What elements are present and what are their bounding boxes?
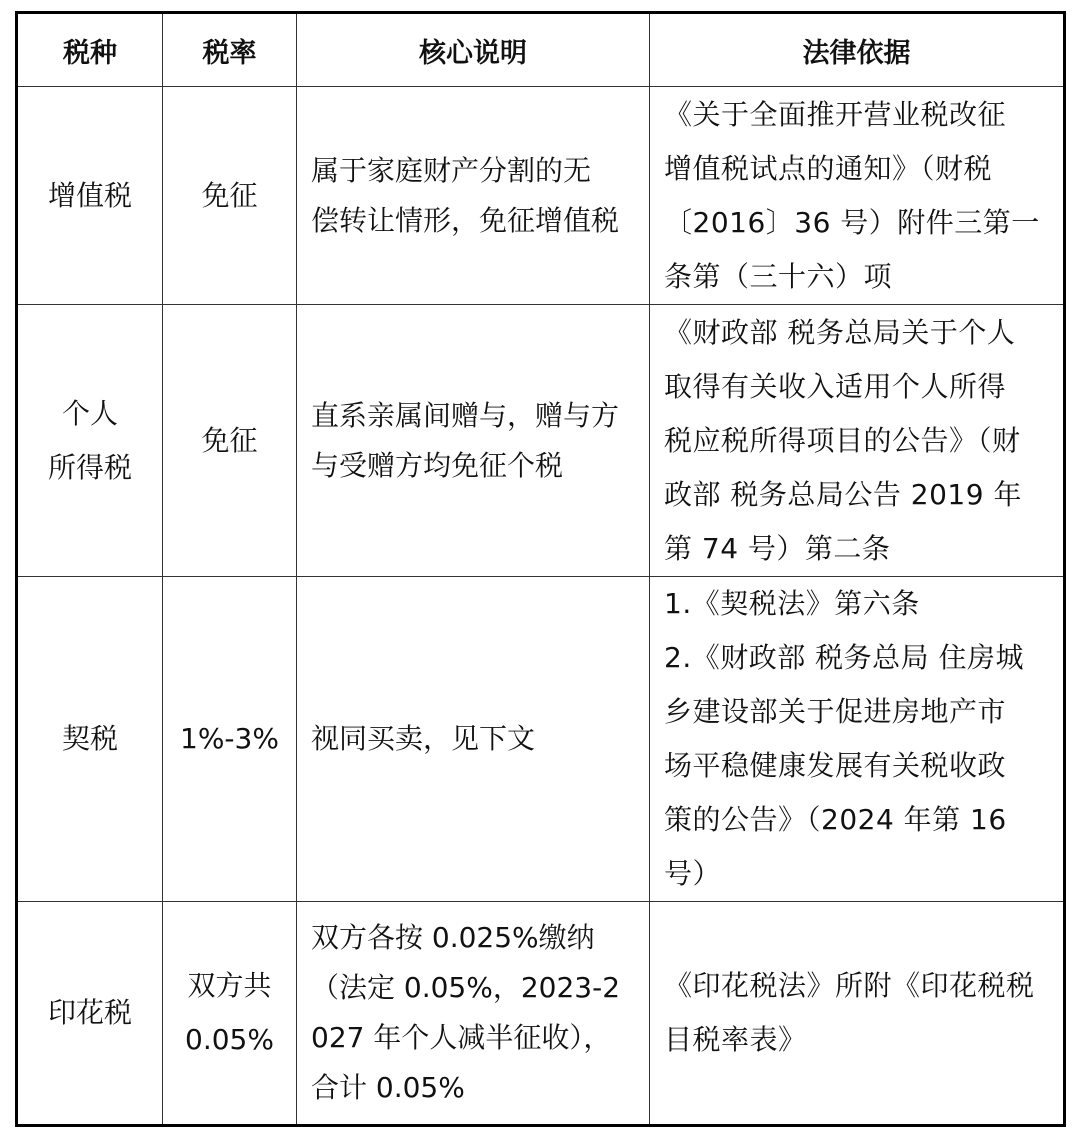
legal-basis-line: 场平稳健康发展有关税收政 [664,749,1007,782]
legal-basis-line: 政部 税务总局公告 2019 年 [664,477,1022,511]
description-cell [297,902,650,1126]
rate-cell [163,902,297,1126]
legal-basis-cell [650,305,1065,577]
description-line: 直系亲属间赠与，赠与方 [311,398,620,432]
description-line: （法定 0.05%，2023-2 [311,971,621,1004]
legal-basis-line: 策的公告》（2024 年第 16 [664,803,1007,836]
tax-type-text: 增值税 [47,178,132,212]
rate-cell [163,305,297,577]
legal-basis-line: 《财政部 税务总局关于个人 [664,315,1016,349]
table-row [17,87,1065,305]
tax-type-text: 契税 [61,722,118,755]
header-description: 核心说明 [297,13,650,87]
tax-type-text: 个人 [61,396,118,430]
legal-basis-line: 《印花税法》所附《印花税税 [664,969,1035,1002]
legal-basis-line: 税应税所得项目的公告》（财 [664,423,1021,457]
legal-basis-line: 条第（三十六）项 [664,259,893,293]
tax-type-text: 印花税 [47,996,132,1029]
legal-basis-line: 〔2016〕36 号）附件三第一 [664,205,1040,239]
table-row [17,577,1065,902]
table-header-row [17,13,1065,87]
legal-basis-line: 第 74 号）第二条 [664,531,891,565]
description-line: 偿转让情形，免征增值税 [311,203,620,237]
description-line: 与受赠方均免征个税 [311,448,564,482]
rate-text: 免征 [201,423,258,457]
legal-basis-cell [650,87,1065,305]
legal-basis-line: 目税率表》 [664,1023,807,1056]
rate-text: 1%-3% [180,722,279,755]
legal-basis-line: 《关于全面推开营业税改征 [664,97,1007,131]
legal-basis-line: 取得有关收入适用个人所得 [664,369,1007,403]
rate-cell [163,577,297,902]
legal-basis-line: 1.《契税法》第六条 [664,587,920,620]
rate-text: 双方共 [187,969,272,1002]
description-line: 属于家庭财产分割的无 [311,153,592,187]
legal-basis-line: 乡建设部关于促进房地产市 [664,695,1007,728]
rate-cell [163,87,297,305]
legal-basis-line: 增值税试点的通知》（财税 [664,151,993,185]
legal-basis-cell [650,577,1065,902]
tax-type-cell [17,305,163,577]
tax-type-cell [17,87,163,305]
legal-basis-cell [650,902,1065,1126]
description-cell [297,305,650,577]
table-row [17,902,1065,1126]
tax-type-text: 所得税 [47,450,132,484]
tax-table [15,11,1066,1127]
header-rate: 税率 [163,13,297,87]
tax-type-cell [17,577,163,902]
description-line: 视同买卖，见下文 [311,722,536,755]
rate-text: 免征 [201,178,258,212]
legal-basis-line: 2.《财政部 税务总局 住房城 [664,641,1025,674]
header-tax-type: 税种 [17,13,163,87]
description-cell [297,577,650,902]
description-line: 双方各按 0.025%缴纳 [311,921,595,954]
legal-basis-line: 号） [664,857,722,890]
description-cell [297,87,650,305]
description-line: 027 年个人减半征收）， [311,1021,612,1054]
tax-type-cell [17,902,163,1126]
rate-text: 0.05% [185,1023,274,1056]
description-line: 合计 0.05% [311,1071,465,1104]
table-row [17,305,1065,577]
header-legal-basis: 法律依据 [650,13,1065,87]
